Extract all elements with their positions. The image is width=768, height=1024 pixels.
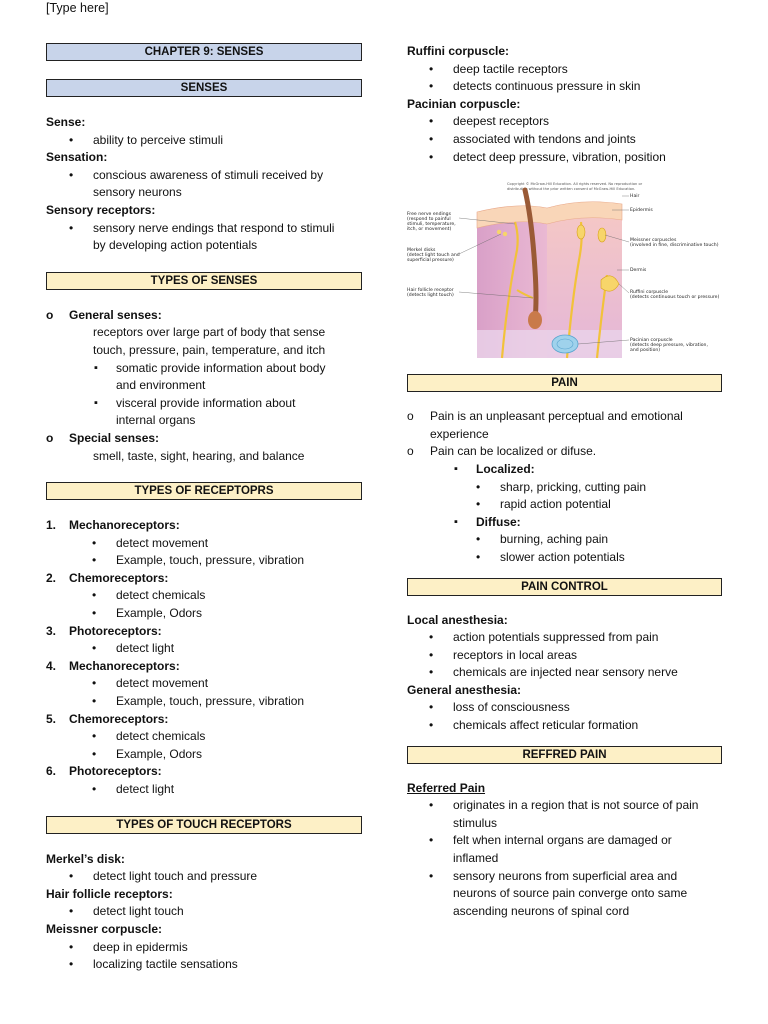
receptor-number: 3. [46, 623, 57, 638]
sensory-receptors-term: Sensory receptors: [46, 202, 156, 217]
receptor-detail-list [116, 587, 362, 622]
meissner-definition-1: • deep in epidermis [93, 939, 362, 957]
receptor-type-item [46, 570, 362, 588]
senses-heading: SENSES [46, 79, 362, 97]
circle-bullet-icon: o [407, 444, 414, 459]
special-senses-desc: smell, taste, sight, hearing, and balance [93, 448, 305, 463]
general-senses-term: General senses: [69, 307, 162, 322]
referred-3-line-1: • sensory neurons from superficial area and [453, 868, 678, 883]
circle-bullet-icon: o [407, 409, 414, 424]
label-merkel-1: Merkel disks [407, 248, 436, 254]
merkel-definition: • detect light touch and pressure [93, 868, 362, 886]
svg-text:(detects continuous touch or p [630, 294, 719, 300]
pain-types-list-2 [476, 514, 722, 532]
referred-definition-2 [453, 832, 722, 867]
localized-term: ▪ Localized: [476, 461, 722, 479]
receptor-detail: • detect chemicals [116, 728, 362, 746]
localized-definition-1: • sharp, pricking, cutting pain [500, 479, 722, 497]
label-free-nerve-2: (respond to painful [407, 217, 451, 223]
left-labels [407, 211, 460, 298]
label-meissner-2: (involved in fine, discriminative touch) [630, 243, 719, 249]
receptor-type-item [46, 658, 362, 676]
sense-term: Sense: [46, 115, 86, 129]
special-senses-item [46, 430, 362, 448]
svg-text:Dermis [630, 267, 647, 273]
receptor-detail: • Example, touch, pressure, vibration [116, 693, 362, 711]
merkel-disk [497, 230, 501, 234]
meissner-corpuscle [577, 225, 585, 239]
receptor-number: 6. [46, 764, 57, 779]
referred-1-line-1: • originates in a region that is not source of pain [453, 798, 699, 813]
label-ruffini-1: Ruffini corpuscle [630, 290, 669, 296]
svg-text:Hair [630, 193, 640, 199]
sense-list [93, 132, 362, 150]
meissner-list [93, 939, 362, 974]
figure-copyright-1: Copyright © McGraw-Hill Education. All rights reserved. No reproduction or [507, 182, 643, 187]
skin-receptors-figure [407, 180, 722, 363]
somatic-line-1: ▪ somatic provide information about body [116, 360, 326, 375]
pacinian-definition-1: • deepest receptors [453, 113, 722, 131]
diffuse-term: ▪ Diffuse: [476, 514, 722, 532]
pain-types-list [476, 461, 722, 479]
types-of-senses-heading: TYPES OF SENSES [46, 272, 362, 290]
pacinian-list [453, 113, 722, 166]
label-hair: Hair [630, 194, 640, 200]
local-anesthesia-term: Local anesthesia: [407, 612, 508, 627]
receptor-detail: • Example, touch, pressure, vibration [116, 552, 362, 570]
pain-control-heading: PAIN CONTROL [407, 578, 722, 596]
left-column [46, 43, 362, 974]
sense-definition: • ability to perceive stimuli [93, 132, 362, 150]
receptors-line-1: • sensory nerve endings that respond to stimuli [93, 220, 335, 235]
right-column [407, 43, 722, 920]
sensation-list [93, 167, 362, 202]
label-meissner-1: Meissner corpuscles [630, 238, 677, 244]
receptor-type-name: Photoreceptors: [69, 623, 162, 638]
receptor-number: 4. [46, 658, 57, 673]
sensation-term: Sensation: [46, 150, 108, 165]
general-definition-2: • chemicals affect reticular formation [453, 717, 722, 735]
receptor-type-name: Chemoreceptors: [69, 711, 169, 726]
skin-receptors-diagram [407, 180, 722, 363]
label-merkel-2: (detect light touch and [407, 253, 460, 259]
label-pacinian-2: (detects deep pressure, vibration, [630, 343, 708, 349]
hair-follicle-list [93, 903, 362, 921]
receptor-number: 2. [46, 570, 57, 585]
svg-text:Epidermis [630, 207, 653, 213]
meissner-definition-2: • localizing tactile sensations [93, 956, 362, 974]
ruffini-list [453, 61, 722, 96]
label-merkel-3: superficial pressure) [407, 258, 454, 264]
referred-3-line-2: neurons of source pain converge onto same [453, 886, 688, 901]
svg-text:and position) [630, 347, 660, 353]
referred-definition-1 [453, 797, 722, 832]
receptor-detail: • detect movement [116, 535, 362, 553]
circle-bullet-icon: o [46, 430, 54, 445]
merkel-term: Merkel’s disk: [46, 851, 125, 866]
referred-definition-3 [453, 868, 722, 921]
receptor-detail: • Example, Odors [116, 746, 362, 764]
label-hair-follicle-1: Hair follicle receptor [407, 288, 454, 294]
types-of-touch-receptors-heading: TYPES OF TOUCH RECEPTORS [46, 816, 362, 834]
receptors-line-2: by developing action potentials [93, 238, 258, 253]
receptor-number: 1. [46, 518, 57, 533]
pain-item-1-line-2: experience [430, 426, 489, 441]
pacinian-corpuscle [552, 335, 578, 353]
pain-heading: PAIN [407, 374, 722, 392]
visceral-line-2: internal organs [116, 413, 196, 428]
diffuse-definition-1: • burning, aching pain [500, 531, 722, 549]
svg-text:itch, or movement) [407, 226, 451, 232]
diffuse-definition-2: • slower action potentials [500, 549, 722, 567]
hair-follicle-definition: • detect light touch [93, 903, 362, 921]
sensation-definition [93, 167, 362, 202]
general-definition-1: • loss of consciousness [453, 699, 722, 717]
general-senses-sublist [116, 360, 362, 430]
right-labels [630, 193, 719, 353]
pain-item-1 [407, 408, 722, 443]
receptor-type-name: Photoreceptors: [69, 764, 162, 779]
receptor-type-item [46, 517, 362, 535]
somatic-item [116, 360, 362, 395]
receptor-type-item [46, 711, 362, 729]
receptor-type-name: Chemoreceptors: [69, 570, 169, 585]
ruffini-definition-1: • deep tactile receptors [453, 61, 722, 79]
receptor-detail-list [116, 640, 362, 658]
local-anesthesia-list [453, 629, 722, 682]
svg-text:(detects light touch) [407, 292, 454, 298]
receptor-type-name: Mechanoreceptors: [69, 658, 180, 673]
sensory-receptors-definition [93, 220, 362, 255]
pacinian-definition-2: • associated with tendons and joints [453, 131, 722, 149]
types-of-receptors-heading: TYPES OF RECEPTOPRS [46, 482, 362, 500]
meissner-corpuscle [598, 228, 606, 242]
pain-item-2 [407, 443, 722, 461]
sensation-line-1: • conscious awareness of stimuli received by [93, 167, 324, 182]
label-epidermis: Epidermis [630, 208, 653, 214]
referred-pain-heading: REFFRED PAIN [407, 746, 722, 764]
general-senses-item [46, 307, 362, 325]
ruffini-term: Ruffini corpuscle: [407, 44, 510, 58]
label-pacinian-1: Pacinian corpuscle [630, 338, 673, 344]
localized-list [500, 479, 722, 514]
receptor-number: 5. [46, 711, 57, 726]
merkel-list [93, 868, 362, 886]
diffuse-list [500, 531, 722, 566]
receptor-type-name: Mechanoreceptors: [69, 518, 180, 533]
hair-follicle-term: Hair follicle receptors: [46, 886, 173, 901]
sensation-line-2: sensory neurons [93, 185, 182, 200]
merkel-disk [503, 232, 507, 236]
hair-bulb [528, 311, 542, 329]
receptor-detail: • detect chemicals [116, 587, 362, 605]
local-definition-1: • action potentials suppressed from pain [453, 629, 722, 647]
ruffini-definition-2: • detects continuous pressure in skin [453, 78, 722, 96]
general-anesthesia-term: General anesthesia: [407, 682, 522, 697]
meissner-term: Meissner corpuscle: [46, 921, 163, 936]
visceral-line-1: ▪ visceral provide information about [116, 395, 296, 410]
label-dermis: Dermis [630, 268, 647, 274]
receptor-detail-list [116, 781, 362, 799]
special-senses-term: Special senses: [69, 430, 160, 445]
receptor-list [46, 517, 362, 799]
chapter-title: CHAPTER 9: SENSES [46, 43, 362, 61]
pacinian-definition-3: • detect deep pressure, vibration, position [453, 149, 722, 167]
localized-definition-2: • rapid action potential [500, 496, 722, 514]
pain-item-1-line-1: Pain is an unpleasant perceptual and emotional [430, 409, 683, 424]
general-senses-desc-2: touch, pressure, pain, temperature, and itch [93, 342, 326, 357]
referred-2-line-1: • felt when internal organs are damaged or [453, 833, 672, 848]
receptor-detail-list [116, 535, 362, 570]
referred-pain-list [453, 797, 722, 920]
visceral-item [116, 395, 362, 430]
receptor-detail: • Example, Odors [116, 605, 362, 623]
label-free-nerve-1: Free nerve endings [407, 212, 451, 218]
receptor-type-item [46, 623, 362, 641]
referred-3-line-3: ascending neurons of spinal cord [453, 903, 630, 918]
label-ruffini-2: (detects continuous touch or pressure) [630, 295, 720, 301]
page-header: [Type here] [46, 1, 109, 15]
general-senses-desc-1: receptors over large part of body that sense [93, 325, 326, 340]
label-pacinian-3: and position) [630, 348, 661, 354]
label-free-nerve-3: stimuli, temperature, [407, 222, 456, 228]
referred-2-line-2: inflamed [453, 851, 499, 866]
receptor-detail-list [116, 675, 362, 710]
local-definition-3: • chemicals are injected near sensory nerve [453, 664, 722, 682]
local-definition-2: • receptors in local areas [453, 647, 722, 665]
sensory-receptors-list [93, 220, 362, 255]
receptor-detail: • detect light [116, 640, 362, 658]
receptor-detail: • detect movement [116, 675, 362, 693]
general-anesthesia-list [453, 699, 722, 734]
receptor-detail-list [116, 728, 362, 763]
receptor-type-item [46, 763, 362, 781]
circle-bullet-icon: o [46, 307, 54, 322]
referred-pain-term: Referred Pain [407, 780, 486, 795]
label-hair-follicle-2: (detects light touch) [407, 293, 454, 299]
somatic-line-2: and environment [116, 378, 206, 393]
receptor-detail: • detect light [116, 781, 362, 799]
pacinian-term: Pacinian corpuscle: [407, 96, 521, 111]
svg-text:(involved in fine, discriminat [630, 242, 719, 248]
svg-text:superficial pressure) [407, 257, 454, 263]
referred-1-line-2: stimulus [453, 815, 498, 830]
label-free-nerve-4: itch, or movement) [407, 227, 452, 233]
pain-item-2-line-1: Pain can be localized or difuse. [430, 444, 597, 459]
figure-copyright-2: distribution without the prior written consent of McGraw-Hill Education. [507, 187, 636, 192]
